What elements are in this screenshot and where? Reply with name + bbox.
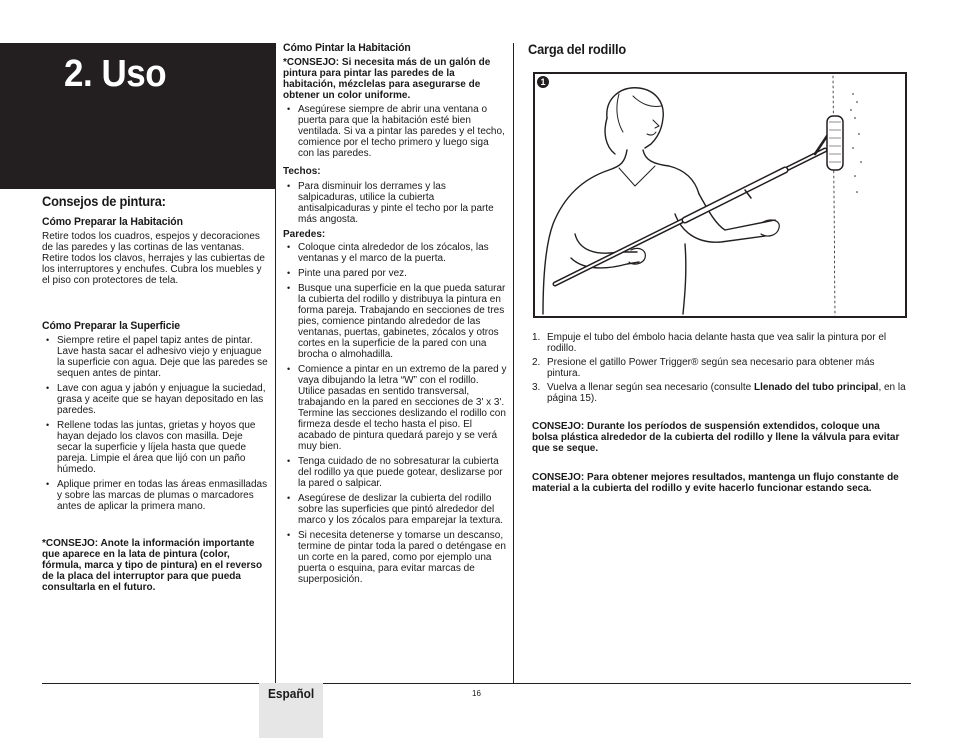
paint-room-heading: Cómo Pintar la Habitación [283,42,411,54]
list-item: • Rellene todas las juntas, grietas y hoyos que hayan dejado los clavos con masilla. Deje secar la superficie y líjela hasta que quede pareja. Limpie el área que lijó con un paño húmedo. [42,420,268,475]
steps-list [532,332,906,407]
list-item: • Si necesita detenerse y tomarse un descanso, termine de pintar toda la pared o deténgase en un corte en la pared, como por ejemplo una puerta o esquina, para evitar marcas de superposición. [283,530,507,585]
left-tip: *CONSEJO: Anote la información importante que aparece en la lata de pintura (color, fórmula, marca y tipo de pintura) en el reverso de la placa del interruptor para que pueda consultarla en el futuro. [42,538,263,593]
list-item: • Asegúrese de deslizar la cubierta del rodillo sobre las superficies que pintó alrededor del marco y los zócalos para emparejar la textura. [283,493,507,526]
step-number: 1. [532,332,541,343]
right-tip-1: CONSEJO: Durante los períodos de suspensión extendidos, coloque una bolsa plástica alrededor de la cubierta del rodillo y llene la válvula para evitar que se seque. [532,421,900,454]
list-item: • Comience a pintar en un extremo de la pared y vaya dibujando la letra “W” con el rodillo. Utilice pasadas en sentido transversal, trabajando en la pared en secciones de 3' x 3'. Termine las secciones deslizando el rodillo con firmeza desde el techo hasta el piso. El acabado de pintura quedará parejo y se verá muy bien. [283,364,507,452]
step-text: Presione el gatillo Power Trigger® según sea necesario para obtener más pintura. [547,357,875,379]
room-prep-heading: Cómo Preparar la Habitación [42,216,183,228]
footer-rule [42,683,911,684]
title-banner [0,43,275,189]
cross-reference: Llenado del tubo principal [753,382,879,393]
column-divider-left [275,43,276,683]
step-number: 3. [532,382,541,393]
painting-tips-heading: Consejos de pintura: [42,194,166,209]
right-tip-2: CONSEJO: Para obtener mejores resultados, mantenga un flujo constante de material a la cubierta del rodillo y evite hacerlo funcionar estando seca. [532,472,899,494]
walls-list [283,242,507,589]
list-item: • Coloque cinta alrededor de los zócalos, las ventanas y el marco de la puerta. [283,242,507,264]
figure-number-badge: 1 [537,76,549,88]
column-divider-right [513,43,514,683]
page-number: 16 [472,689,481,698]
step-text: Empuje el tubo del émbolo hacia delante hasta que vea salir la pintura por el rodillo. [547,332,887,354]
ceilings-list [283,181,507,229]
surface-prep-list [42,335,268,516]
roller-illustration [535,74,905,316]
list-item: • Aplique primer en todas las áreas enmasilladas y sobre las marcas de plumas o marcadores antes de aplicar la primera mano. [42,479,268,512]
walls-label: Paredes: [283,229,326,240]
step-item [532,382,906,404]
step-item [532,357,906,379]
step-text: Vuelva a llenar según sea necesario (consulte [547,382,754,393]
language-label: Español [268,687,315,701]
surface-prep-heading: Cómo Preparar la Superficie [42,320,180,332]
step-text-end: , en la página 15). [547,382,906,404]
list-item: • Lave con agua y jabón y enjuague la suciedad, grasa y aceite que se hayan depositado en las paredes. [42,383,268,416]
language-tab [259,683,323,738]
intro-list [283,104,507,163]
room-prep-text: Retire todos los cuadros, espejos y decoraciones de las paredes y las cortinas de las ventanas. Retire todos los clavos, herrajes y las cubiertas de los interruptores y enchufes. Cubra los muebles y el piso con protectores de tela. [42,231,265,286]
list-item: • Para disminuir los derrames y las salpicaduras, utilice la cubierta antisalpicaduras y pinte el techo por la parte más angosta. [283,181,507,225]
list-item: • Asegúrese siempre de abrir una ventana o puerta para que la habitación esté bien ventilada. Si va a pintar las paredes y el techo, comience por el techo primero y luego siga con las paredes. [283,104,507,159]
step-number: 2. [532,357,541,368]
list-item: • Pinte una pared por vez. [283,268,507,279]
page-title: 2. Uso [64,53,167,95]
list-item: • Busque una superficie en la que pueda saturar la cubierta del rodillo y distribuya la pintura en forma pareja. Trabajando en secciones de tres pies, comience pintando alrededor de las ventanas, puertas, gabinetes, zócalos y otros cortes en la superficie de la pared con una brocha o almohadilla. [283,283,507,360]
list-item: • Siempre retire el papel tapiz antes de pintar. Lave hasta sacar el adhesivo viejo y enjuague la superficie con agua. Deje que las paredes se sequen antes de pintar. [42,335,268,379]
middle-tip: *CONSEJO: Si necesita más de un galón de pintura para pintar las paredes de la habitación, mézclelas para asegurarse de obtener un color uniforme. [283,57,491,101]
roller-loading-heading: Carga del rodillo [528,42,626,57]
ceilings-label: Techos: [283,166,321,177]
list-item: • Tenga cuidado de no sobresaturar la cubierta del rodillo ya que puede gotear, deslizarse por la pared o salpicar. [283,456,507,489]
step-item [532,332,906,354]
figure-1 [533,72,907,318]
